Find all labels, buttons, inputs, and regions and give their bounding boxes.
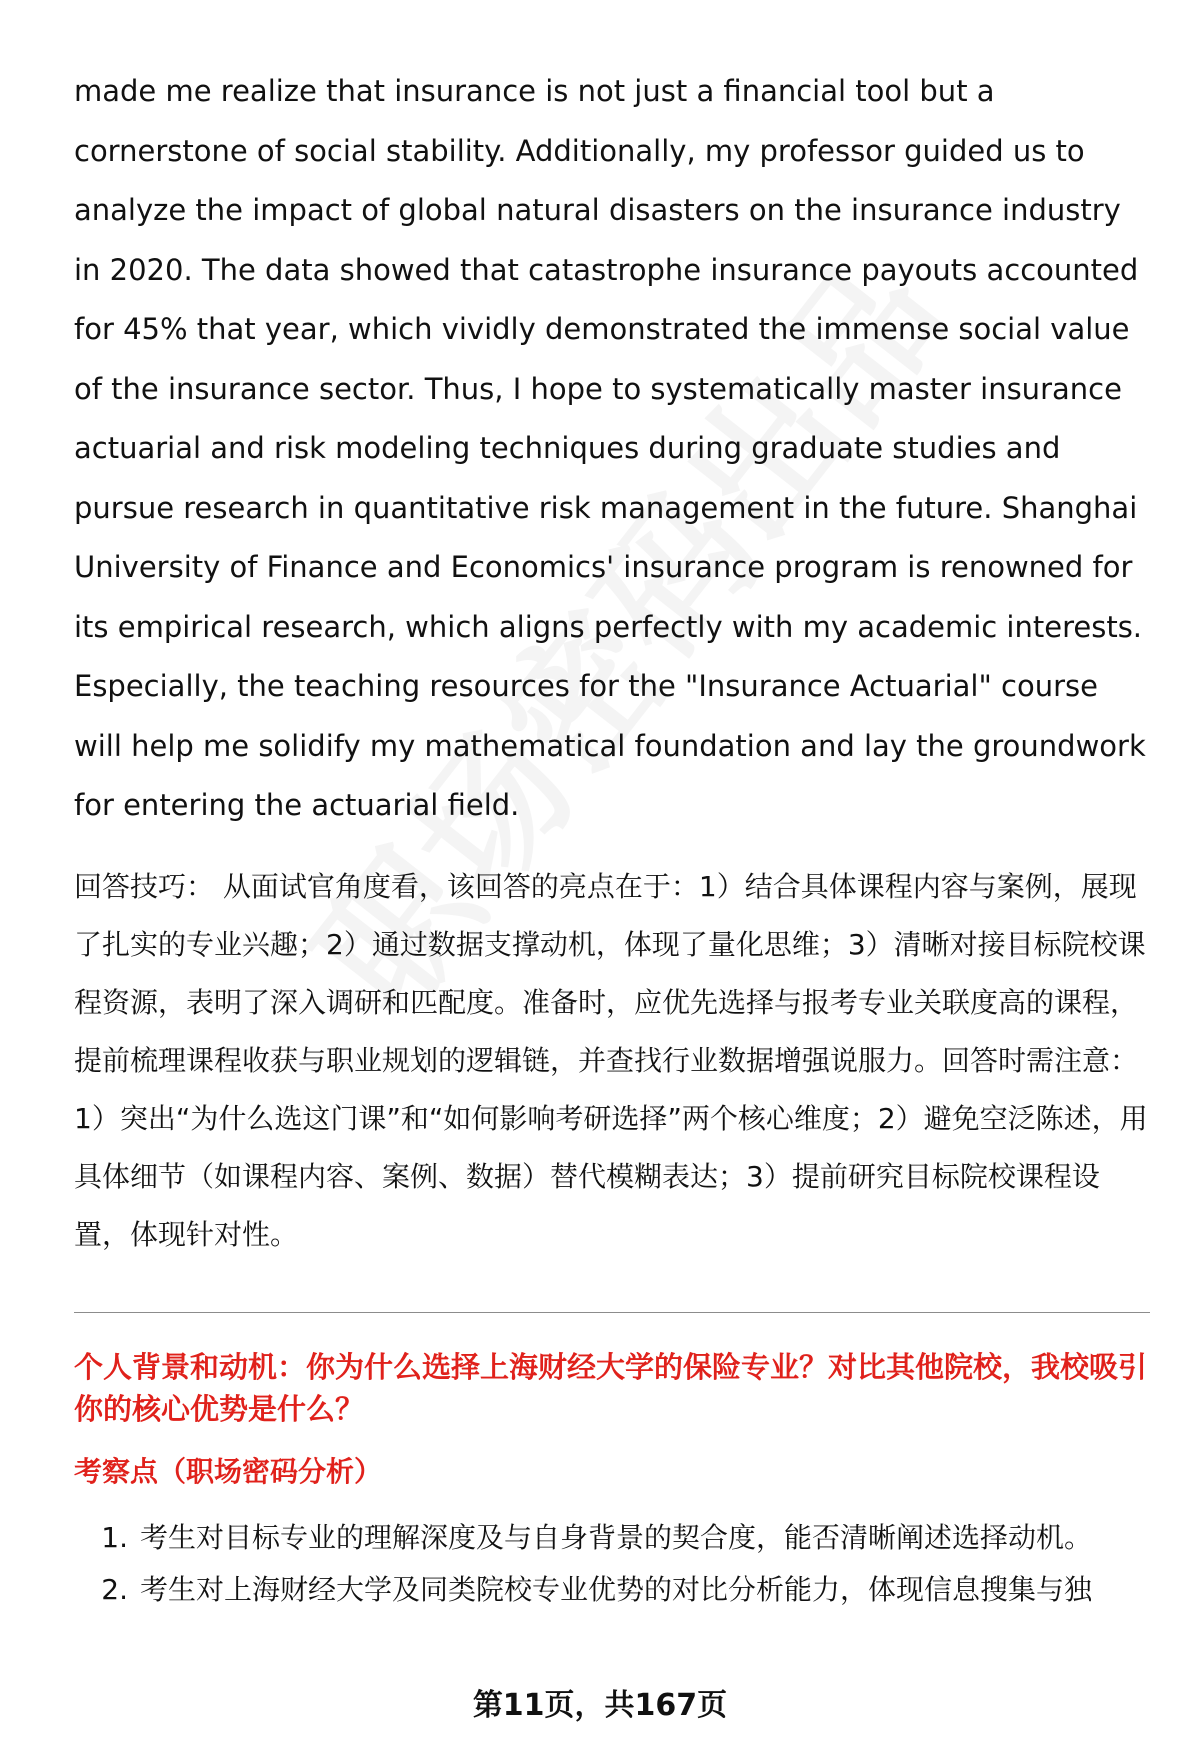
- exam-points-list: [74, 1512, 1150, 1616]
- list-item-text: 考生对目标专业的理解深度及与自身背景的契合度，能否清晰阐述选择动机。: [140, 1520, 1093, 1554]
- section-divider: [74, 1312, 1150, 1313]
- exam-points-heading: 考察点（职场密码分析）: [74, 1454, 383, 1488]
- list-item-number: 2.: [101, 1572, 128, 1606]
- page-content: [74, 62, 1150, 1616]
- list-item: [74, 1512, 1150, 1564]
- list-item-number: 1.: [101, 1520, 128, 1554]
- question-heading: 个人背景和动机：你为什么选择上海财经大学的保险专业？对比其他院校，我校吸引你的核心优势是什么？: [74, 1349, 1148, 1426]
- page-number-footer: 第11页，共167页: [472, 1688, 728, 1723]
- list-item-text: 考生对上海财经大学及同类院校专业优势的对比分析能力，体现信息搜集与独: [140, 1572, 1093, 1606]
- answer-tips-paragraph: 回答技巧： 从面试官角度看，该回答的亮点在于：1）结合具体课程内容与案例，展现了扎实的专业兴趣；2）通过数据支撑动机，体现了量化思维；3）清晰对接目标院校课程资源，表明了深入调研和匹配度。准备时，应优先选择与报考专业关联度高的课程，提前梳理课程收获与职业规划的逻辑链，并查找行业数据增强说服力。回答时需注意：1）突出“为什么选这门课”和“如何影响考研选择”两个核心维度；2）避免空泛陈述，用具体细节（如课程内容、案例、数据）替代模糊表达；3）提前研究目标院校课程设置，体现针对性。: [74, 869, 1148, 1251]
- list-item: [74, 1564, 1150, 1616]
- answer-paragraph-english: made me realize that insurance is not just a financial tool but a cornerstone of social stability. Additionally, my professor guided us to analyze the impact of global natural disasters on the insurance industry in 2020. The data showed that catastrophe insurance payouts accounted for 45% that year, which vividly demonstrated the immense social value of the insurance sector. Thus, I hope to systematically master insurance actuarial and risk modeling techniques during graduate studies and pursue research in quantitative risk management in the future. Shanghai University of Finance and Economics' insurance program is renowned for its empirical research, which aligns perfectly with my academic interests. Especially, the teaching resources for the "Insurance Actuarial" course will help me solidify my mathematical foundation and lay the groundwork for entering the actuarial field.: [74, 74, 1146, 822]
